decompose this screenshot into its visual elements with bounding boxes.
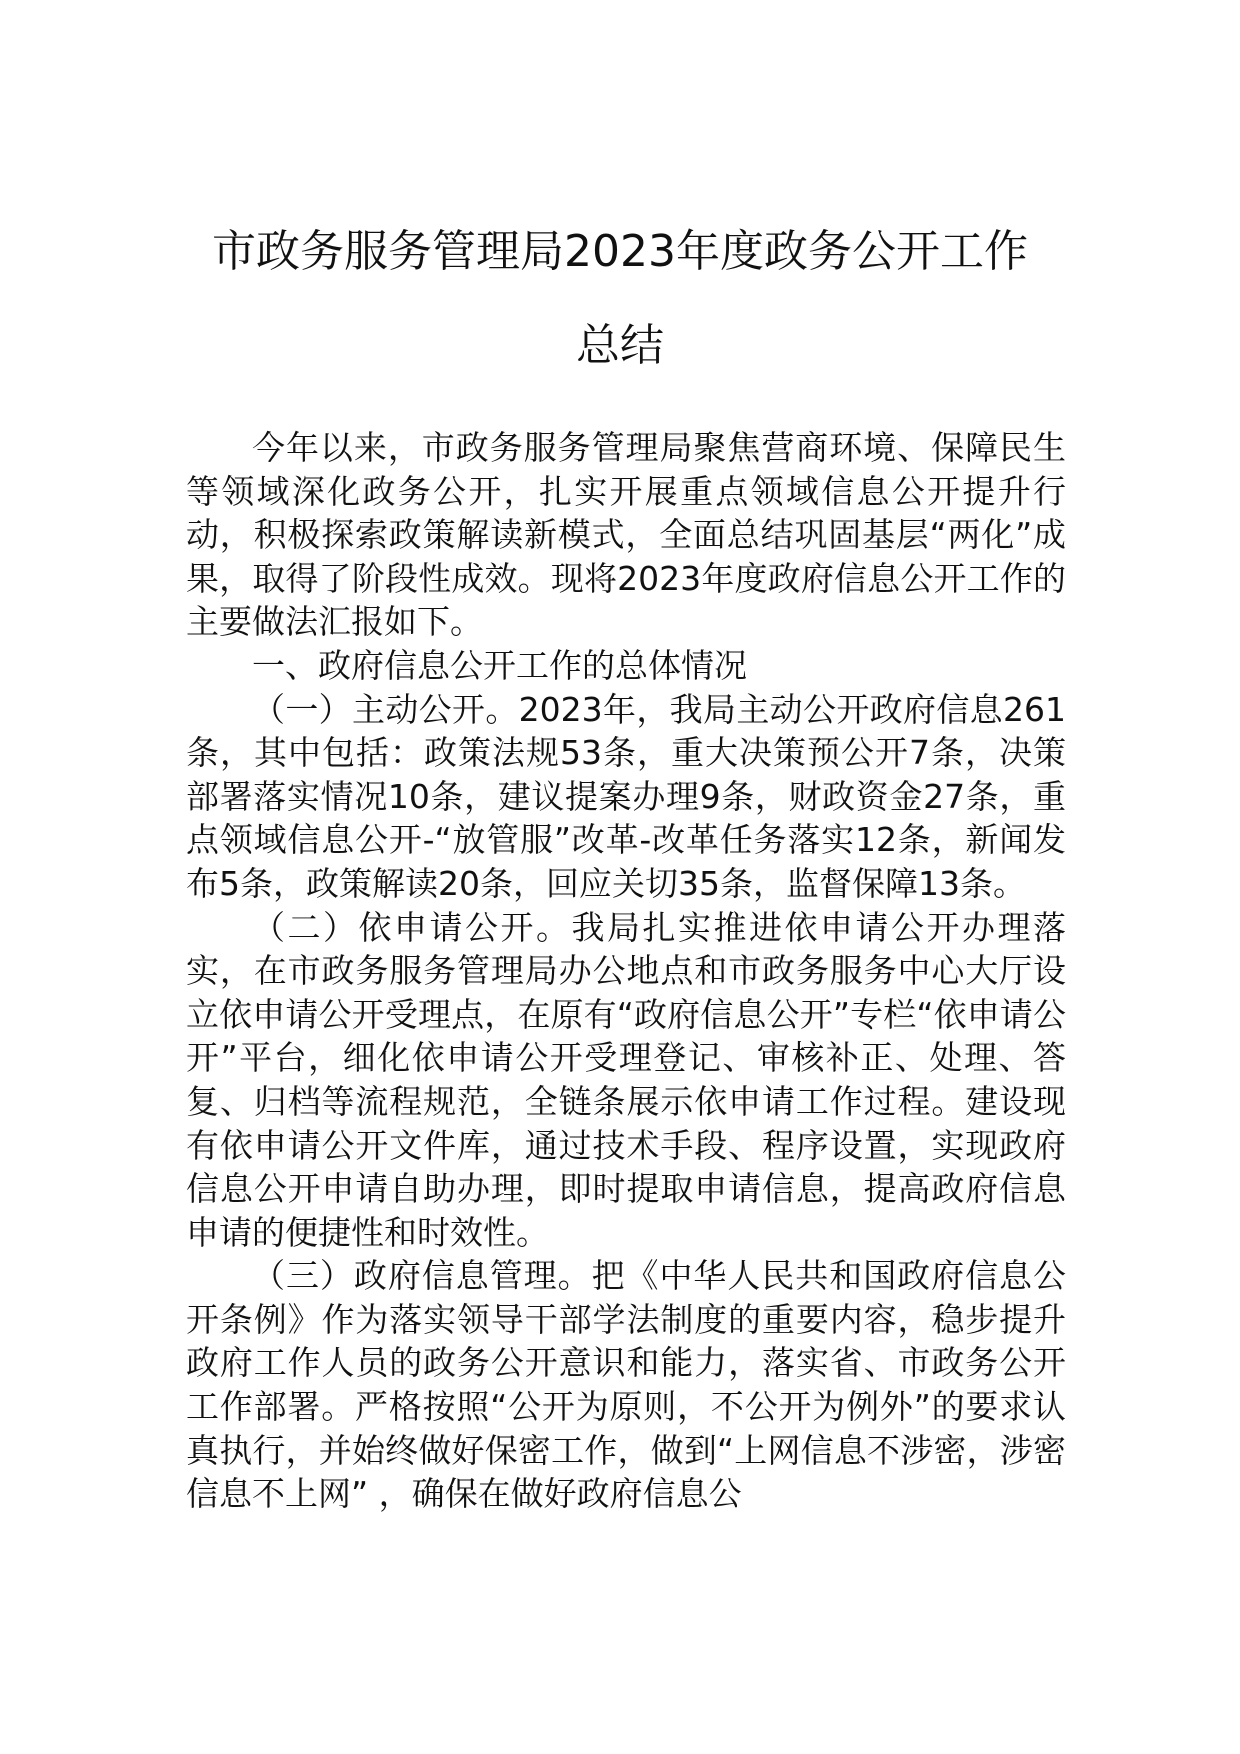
intro-paragraph: 今年以来，市政务服务管理局聚焦营商环境、保障民生等领域深化政务公开，扎实开展重点领域信息公开提升行动，积极探索政策解读新模式，全面总结巩固基层“两化”成果，取得了阶段性成效。现将2023年度政府信息公开工作的主要做法汇报如下。 [186,428,1066,642]
paragraph-information-management: （三）政府信息管理。把《中华人民共和国政府信息公开条例》作为落实领导干部学法制度的重要内容，稳步提升政府工作人员的政务公开意识和能力，落实省、市政务公开工作部署。严格按照“公开为原则，不公开为例外”的要求认真执行，并始终做好保密工作，做到“上网信息不涉密，涉密信息不上网” ，确保在做好政府信息公 [186,1256,1066,1514]
section-heading: 一、政府信息公开工作的总体情况 [252,645,747,685]
document-title [150,205,1090,393]
document-body [186,426,1066,1516]
paragraph-active-disclosure: （一）主动公开。2023年，我局主动公开政府信息261条，其中包括：政策法规53条，重大决策预公开7条，决策部署落实情况10条，建议提案办理9条，财政资金27条，重点领域信息公开-“放管服”改革-改革任务落实12条，新闻发布5条，政策解读20条，回应关切35条，监督保障13条。 [186,689,1066,903]
paragraph-application-disclosure: （二）依申请公开。我局扎实推进依申请公开办理落实，在市政务服务管理局办公地点和市政务服务中心大厅设立依申请公开受理点，在原有“政府信息公开”专栏“依申请公开”平台，细化依申请公开受理登记、审核补正、处理、答复、归档等流程规范，全链条展示依申请工作过程。建设现有依申请公开文件库，通过技术手段、程序设置，实现政府信息公开申请自助办理，即时提取申请信息，提高政府信息申请的便捷性和时效性。 [186,907,1066,1252]
title-line-2: 总结 [576,320,664,371]
title-line-1: 市政务服务管理局2023年度政务公开工作 [212,226,1028,277]
